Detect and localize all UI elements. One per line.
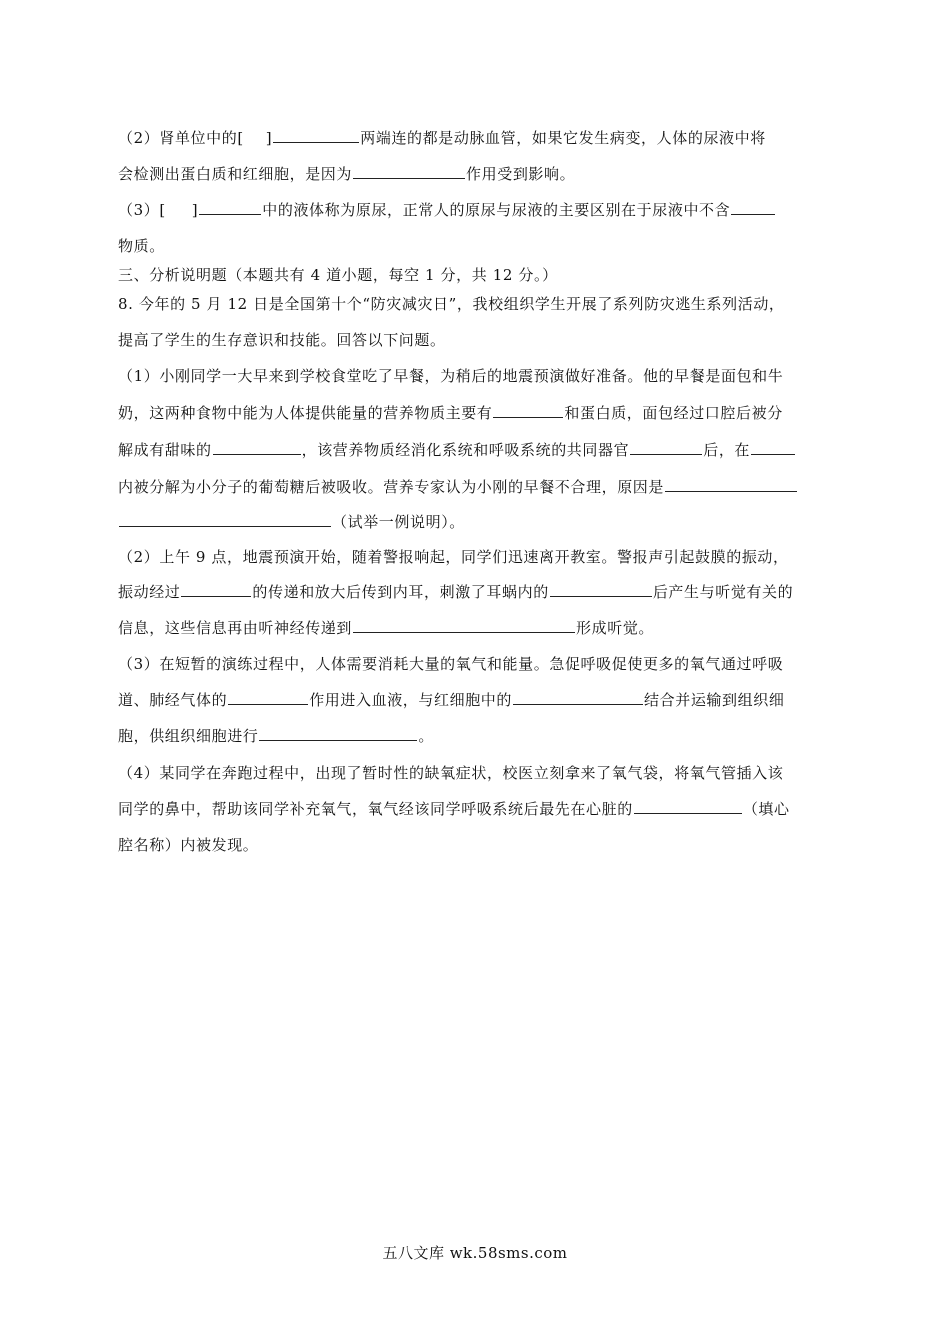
answer-blank bbox=[213, 440, 301, 455]
text: 两端连的都是动脉血管，如果它发生病变，人体的尿液中将 bbox=[360, 129, 766, 147]
answer-blank bbox=[353, 618, 575, 633]
answer-blank bbox=[493, 403, 563, 418]
question-text: 8. 今年的 5 月 12 日是全国第十个“防灾减灾日”，我校组织学生开展了系列防灾逃生系列活动， bbox=[118, 295, 785, 313]
text: （4）某同学在奔跑过程中，出现了暂时性的缺氧症状，校医立刻拿来了氧气袋，将氧气管插入该 bbox=[118, 764, 784, 782]
answer-blank bbox=[550, 582, 652, 597]
answer-blank bbox=[199, 200, 261, 215]
question-text: 提高了学生的生存意识和技能。回答以下问题。 bbox=[118, 331, 446, 349]
q8-part3-line1 bbox=[118, 654, 783, 674]
text: 振动经过 bbox=[118, 583, 181, 601]
text: 和蛋白质，面包经过口腔后被分 bbox=[564, 404, 783, 422]
answer-blank bbox=[259, 726, 417, 741]
text: 作用受到影响。 bbox=[466, 165, 576, 183]
text: 会检测出蛋白质和红细胞，是因为 bbox=[118, 165, 353, 183]
q7-part3-line1 bbox=[118, 200, 776, 220]
q8-part1-line2 bbox=[118, 403, 783, 423]
text: （1）小刚同学一大早来到学校食堂吃了早餐，为稍后的地震预演做好准备。他的早餐是面包和牛 bbox=[118, 367, 784, 385]
text: ] bbox=[265, 129, 273, 147]
text: （试举一例说明）。 bbox=[332, 513, 465, 531]
text: （2）上午 9 点，地震预演开始，随着警报响起，同学们迅速离开教室。警报声引起鼓膜的振动， bbox=[118, 548, 789, 566]
answer-blank bbox=[228, 690, 308, 705]
q7-part2-line2 bbox=[118, 164, 575, 184]
text: 解成有甜味的 bbox=[118, 441, 212, 459]
section-heading bbox=[118, 265, 558, 285]
answer-blank bbox=[751, 440, 795, 455]
text: ] bbox=[191, 201, 199, 219]
answer-blank bbox=[665, 477, 797, 492]
text: （3）[ bbox=[118, 201, 166, 219]
text: （填心 bbox=[742, 800, 790, 818]
q8-part4-line1 bbox=[118, 763, 783, 783]
answer-blank bbox=[630, 440, 702, 455]
q8-part1-line3 bbox=[118, 440, 796, 460]
q8-part1-line5 bbox=[118, 512, 465, 532]
q8-line2 bbox=[118, 330, 446, 350]
q8-part3-line3 bbox=[118, 726, 434, 746]
page-footer bbox=[0, 1243, 950, 1263]
text: 信息，这些信息再由听神经传递到 bbox=[118, 619, 353, 637]
text: （2）肾单位中的[ bbox=[118, 129, 244, 147]
answer-blank bbox=[119, 512, 331, 527]
text: 形成听觉。 bbox=[576, 619, 655, 637]
text: 。 bbox=[418, 727, 435, 745]
footer-text: 五八文库 wk.58sms.com bbox=[382, 1244, 568, 1262]
q8-part2-line3 bbox=[118, 618, 654, 638]
text: 物质。 bbox=[118, 237, 165, 255]
q8-part1-line1 bbox=[118, 366, 783, 386]
q7-part3-line2 bbox=[118, 236, 165, 256]
answer-blank bbox=[731, 200, 775, 215]
q7-part2-line1 bbox=[118, 128, 766, 148]
q8-line1 bbox=[118, 294, 785, 314]
q8-part4-line2 bbox=[118, 799, 790, 819]
text: 的传递和放大后传到内耳，刺激了耳蜗内的 bbox=[252, 583, 549, 601]
q8-part2-line1 bbox=[118, 547, 789, 567]
section-title: 三、分析说明题（本题共有 4 道小题，每空 1 分，共 12 分。） bbox=[118, 266, 558, 284]
q8-part1-line4 bbox=[118, 477, 798, 497]
q8-part3-line2 bbox=[118, 690, 784, 710]
text: 胞，供组织细胞进行 bbox=[118, 727, 259, 745]
text: 同学的鼻中，帮助该同学补充氧气，氧气经该同学呼吸系统后最先在心脏的 bbox=[118, 800, 633, 818]
text: 奶，这两种食物中能为人体提供能量的营养物质主要有 bbox=[118, 404, 493, 422]
text: 后，在 bbox=[703, 441, 751, 459]
text: 腔名称）内被发现。 bbox=[118, 836, 259, 854]
text: 中的液体称为原尿，正常人的原尿与尿液的主要区别在于尿液中不含 bbox=[262, 201, 731, 219]
answer-blank bbox=[634, 799, 742, 814]
answer-blank bbox=[273, 128, 359, 143]
text: 结合并运输到组织细 bbox=[644, 691, 785, 709]
answer-blank bbox=[181, 582, 251, 597]
answer-blank bbox=[353, 164, 465, 179]
text: （3）在短暂的演练过程中，人体需要消耗大量的氧气和能量。急促呼吸促使更多的氧气通过呼吸 bbox=[118, 655, 784, 673]
text: ，该营养物质经消化系统和呼吸系统的共同器官 bbox=[301, 441, 630, 459]
q8-part2-line2 bbox=[118, 582, 793, 602]
text: 后产生与听觉有关的 bbox=[652, 583, 794, 601]
text: 道、肺经气体的 bbox=[118, 691, 228, 709]
answer-blank bbox=[513, 690, 643, 705]
q8-part4-line3 bbox=[118, 835, 258, 855]
text: 作用进入血液，与红细胞中的 bbox=[309, 691, 513, 709]
text: 内被分解为小分子的葡萄糖后被吸收。营养专家认为小刚的早餐不合理，原因是 bbox=[118, 478, 665, 496]
